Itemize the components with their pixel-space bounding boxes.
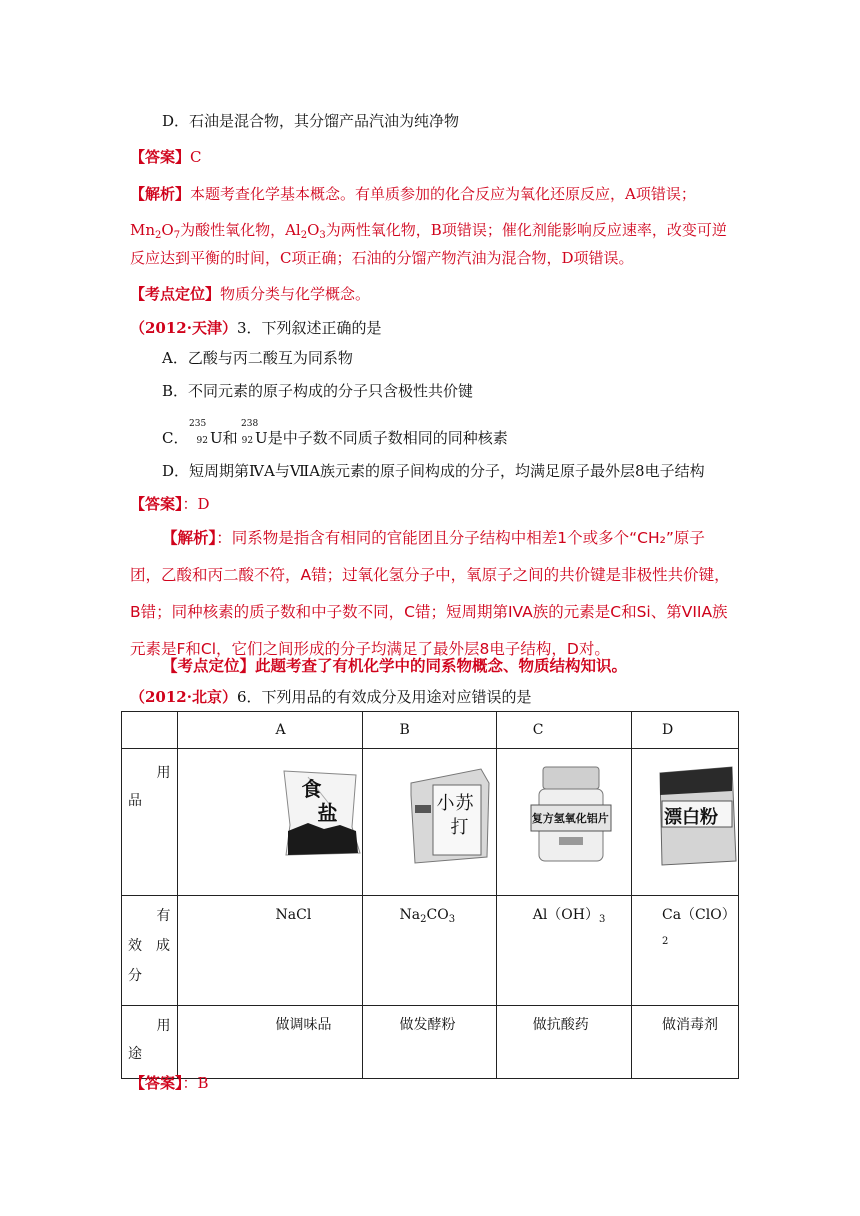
q2-analysis-label: 【解析】 (130, 185, 191, 203)
q3-option-c (162, 427, 508, 452)
q6-stem-line (130, 686, 532, 708)
q2-analysis-line3: 反应达到平衡的时间，C项正确；石油的分馏产物汽油为混合物，D项错误。 (130, 249, 634, 267)
table-row-products (122, 749, 739, 896)
q3-answer-value: ：D (182, 495, 210, 513)
header-label-b: B (399, 722, 410, 738)
use-cell-d (632, 1006, 739, 1079)
q3-point-text: 此题考查了有机化学中的同系物概念、物质结构知识。 (255, 657, 628, 675)
q6-stem: 6．下列用品的有效成分及用途对应错误的是 (236, 688, 532, 706)
row-label-components (122, 896, 178, 1006)
use-cell-b (362, 1006, 496, 1079)
q3-point-label: 【考点定位】 (162, 657, 256, 675)
table-row-components (122, 896, 739, 1006)
row-label-line: 品 (128, 793, 142, 809)
q3-stem-line (130, 317, 382, 339)
q3-mass-number-2: 238 (241, 419, 259, 429)
component-b-sub: 3 (448, 914, 456, 925)
q2-analysis-seg: Mn (130, 221, 156, 239)
component-a: NaCl (275, 907, 312, 923)
q3-atomic-number-1: 92 (196, 436, 208, 446)
q2-analysis-text1: 本题考查化学基本概念。有单质参加的化合反应为氧化还原反应，A项错误； (190, 185, 696, 203)
q3-answer-label: 【答案】 (130, 495, 183, 513)
q2-analysis-sub: 7 (173, 230, 181, 241)
q6-items-table (121, 711, 739, 1079)
q2-point (130, 283, 370, 305)
use-d: 做消毒剂 (662, 1017, 718, 1033)
q2-analysis-line2 (130, 219, 727, 247)
q2-analysis-line1 (130, 183, 696, 205)
table-row-uses (122, 1006, 739, 1079)
q2-analysis-seg: O (307, 221, 320, 239)
component-d: Ca（ClO） (662, 907, 736, 923)
product-cell-b (362, 749, 496, 896)
header-cell-d (632, 712, 739, 749)
row-label-line: 用 (156, 765, 171, 781)
q3-symbol-1: U和 (209, 429, 238, 447)
component-b-part: Na (399, 907, 421, 923)
q3-answer (130, 493, 210, 515)
use-c: 做抗酸药 (532, 1017, 589, 1033)
table-header-row (122, 712, 739, 749)
table-corner-cell (122, 712, 178, 749)
header-cell-b (362, 712, 496, 749)
q3-option-d: D．短周期第ⅣA与ⅦA族元素的原子间构成的分子，均满足原子最外层8电子结构 (162, 462, 705, 480)
q3-option-c-prefix: C． (162, 429, 189, 447)
q3-analysis (130, 520, 730, 668)
q2-answer-value: C (190, 148, 202, 166)
product-cell-d (632, 749, 739, 896)
q3-stem: 3．下列叙述正确的是 (236, 319, 382, 337)
header-label-c: C (532, 722, 544, 738)
use-cell-c (496, 1006, 631, 1079)
component-c: Al（OH） (532, 907, 599, 923)
salt-package-image (278, 765, 362, 857)
q2-analysis-sub: 2 (300, 230, 308, 241)
q2-analysis-sub: 3 (319, 230, 326, 241)
component-cell-b (362, 896, 496, 1006)
bleach-powder-package-image (656, 765, 738, 869)
component-b-sub: 2 (420, 914, 427, 925)
q2-analysis-sub: 2 (155, 230, 162, 241)
q3-analysis-label: 【解析】 (162, 529, 217, 547)
row-label-line: 用 (156, 1018, 171, 1034)
use-cell-a (177, 1006, 362, 1079)
q3-option-a: A．乙酸与丙二酸互为同系物 (162, 349, 353, 367)
row-label-line: 效 成 (128, 938, 170, 954)
component-cell-d (632, 896, 739, 1006)
q2-analysis-seg: 为两性氧化物，B项错误；催化剂能影响反应速率，改变可逆 (325, 221, 727, 239)
antacid-bottle-image (529, 765, 613, 865)
soda-label-1: 小苏 (436, 793, 475, 814)
q2-point-text: 物质分类与化学概念。 (220, 285, 371, 303)
bleach-label: 漂白粉 (664, 807, 718, 828)
q2-option-d: D．石油是混合物，其分馏产品汽油为纯净物 (162, 112, 460, 130)
row-label-line: 途 (128, 1046, 142, 1062)
q6-answer-label: 【答案】 (130, 1074, 183, 1092)
row-label-uses (122, 1006, 178, 1079)
q3-analysis-text: ：同系物是指含有相同的官能团且分子结构中相差1个或多个“CH₂”原子团，乙酸和丙二酸不符，A错；过氧化氢分子中，氧原子之间的共价键是非极性共价键，B错；同种核素的质子数和中子数不同，C错；短周期第IVA族的元素是C和Si、第VIIA族元素是F和Cl，它们之间形成的分子均满足了最外层8电子结构，D对。 (130, 529, 730, 658)
header-label-a: A (275, 722, 286, 738)
q3-atomic-number-2: 92 (241, 436, 254, 446)
q3-mass-number-1: 235 (189, 419, 207, 429)
use-a: 做调味品 (275, 1017, 332, 1033)
header-label-d: D (662, 722, 674, 738)
antacid-label: 复方氢氧化铝片 (531, 812, 609, 825)
q2-answer-label: 【答案】 (130, 148, 191, 166)
component-b-part: CO (426, 907, 449, 923)
q6-answer-value: ：B (182, 1074, 209, 1092)
q3-source: （2012·天津） (130, 319, 237, 337)
component-cell-c (496, 896, 631, 1006)
q3-symbol-2: U是中子数不同质子数相同的同种核素 (255, 429, 508, 447)
q2-analysis-seg: 为酸性氧化物，Al (180, 221, 301, 239)
q6-source: （2012·北京） (130, 688, 237, 706)
q2-point-label: 【考点定位】 (130, 285, 221, 303)
soda-label-2: 打 (450, 817, 469, 838)
component-c-sub: 3 (599, 914, 606, 925)
product-cell-c (496, 749, 631, 896)
row-label-line: 分 (128, 968, 142, 984)
row-label-products (122, 749, 178, 896)
row-label-line: 有 (156, 908, 171, 924)
q2-answer (130, 146, 202, 168)
salt-label-1: 食 (301, 777, 322, 801)
use-b: 做发酵粉 (399, 1017, 456, 1033)
baking-soda-package-image (407, 765, 491, 865)
salt-label-2: 盐 (317, 801, 338, 825)
product-cell-a (177, 749, 362, 896)
q6-answer (130, 1072, 209, 1094)
component-d-sub: 2 (662, 936, 669, 947)
q2-analysis-seg: O (161, 221, 174, 239)
q3-option-b: B．不同元素的原子构成的分子只含极性共价键 (162, 382, 474, 400)
q3-point (162, 655, 627, 677)
component-cell-a (177, 896, 362, 1006)
header-cell-c (496, 712, 631, 749)
header-cell-a (177, 712, 362, 749)
